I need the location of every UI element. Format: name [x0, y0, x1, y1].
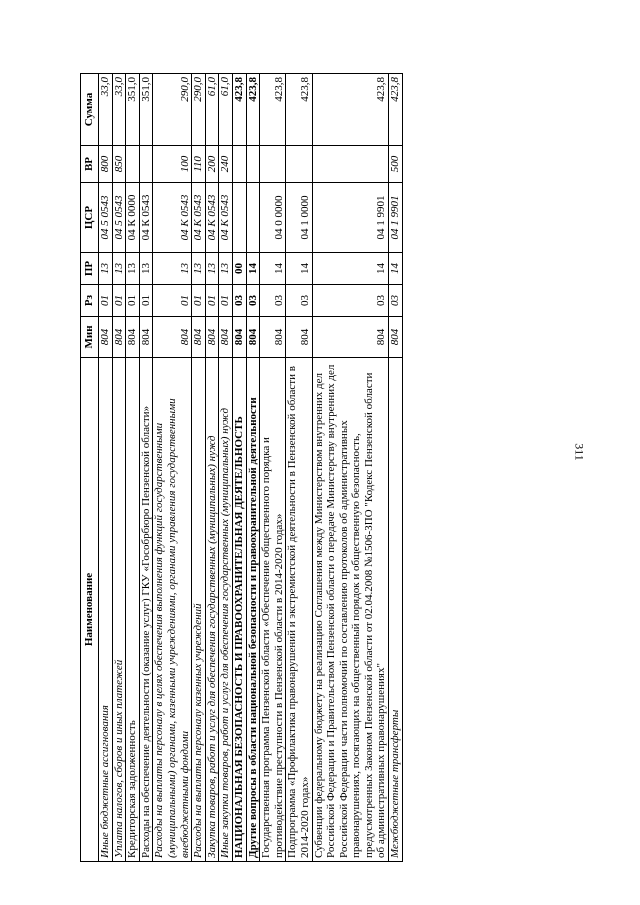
cell-csr	[232, 183, 246, 253]
cell-vr: 200	[205, 146, 219, 183]
header-row	[81, 74, 99, 862]
cell-pr: 13	[112, 253, 126, 285]
cell-sum: 423,8	[246, 74, 260, 146]
cell-vr: 500	[389, 146, 403, 183]
table-row	[126, 74, 140, 862]
cell-csr: 04 К 0543	[219, 183, 233, 253]
cell-vr: 240	[219, 146, 233, 183]
cell-vr: 110	[192, 146, 206, 183]
cell-name: Закупка товаров, работ и услуг для обеспечения государственных (муниципальных) нужд	[205, 358, 219, 862]
cell-vr	[286, 146, 312, 183]
cell-rz: 03	[232, 285, 246, 317]
cell-vr: 800	[99, 146, 113, 183]
cell-csr: 04 0 0000	[260, 183, 286, 253]
cell-name: Межбюджетные трансферты	[389, 358, 403, 862]
cell-rz: 01	[192, 285, 206, 317]
cell-name: Государственная программа Пензенской области «Обеспечение общественного порядка и противодействие преступности в Пензенской области в 2014-2020 годах»	[260, 358, 286, 862]
cell-sum: 423,8	[260, 74, 286, 146]
header-min: Мин	[81, 317, 99, 358]
table-row	[112, 74, 126, 862]
cell-name: Кредиторская задолженность	[126, 358, 140, 862]
cell-min: 804	[153, 317, 192, 358]
table-row	[139, 74, 153, 862]
cell-pr: 13	[126, 253, 140, 285]
header-sum: Сумма	[81, 74, 99, 146]
cell-csr: 04 К 0543	[192, 183, 206, 253]
cell-pr: 14	[286, 253, 312, 285]
cell-csr: 04 К 0000	[126, 183, 140, 253]
cell-rz: 01	[205, 285, 219, 317]
cell-csr: 04 5 0543	[99, 183, 113, 253]
cell-csr: 04 1 0000	[286, 183, 312, 253]
table-row	[99, 74, 113, 862]
table-row	[219, 74, 233, 862]
cell-csr: 04 5 0543	[112, 183, 126, 253]
cell-csr: 04 К 0543	[153, 183, 192, 253]
cell-pr: 13	[99, 253, 113, 285]
header-vr: ВР	[81, 146, 99, 183]
cell-min: 804	[112, 317, 126, 358]
table-row	[286, 74, 312, 862]
cell-csr: 04 К 0543	[205, 183, 219, 253]
cell-pr: 13	[205, 253, 219, 285]
cell-pr: 14	[260, 253, 286, 285]
table-row	[192, 74, 206, 862]
header-rz: Рз	[81, 285, 99, 317]
table-row	[389, 74, 403, 862]
table-row	[246, 74, 260, 862]
table-row	[153, 74, 192, 862]
cell-rz: 01	[126, 285, 140, 317]
cell-min: 804	[192, 317, 206, 358]
table-row	[260, 74, 286, 862]
cell-rz: 01	[99, 285, 113, 317]
cell-min: 804	[139, 317, 153, 358]
rotated-table-container	[80, 74, 576, 862]
cell-name: Уплата налогов, сборов и иных платежей	[112, 358, 126, 862]
cell-pr: 14	[312, 253, 389, 285]
cell-sum: 33,0	[99, 74, 113, 146]
table-row	[312, 74, 389, 862]
cell-min: 804	[246, 317, 260, 358]
cell-min: 804	[260, 317, 286, 358]
cell-pr: 13	[139, 253, 153, 285]
cell-sum: 423,8	[286, 74, 312, 146]
cell-min: 804	[205, 317, 219, 358]
cell-name: Расходы на выплаты персоналу в целях обеспечения выполнения функций государственными (муниципальными) органами, казенными учреждениями, органами управления государственными внебюджетными фондами	[153, 358, 192, 862]
cell-name: Субвенции федеральному бюджету на реализацию Соглашения между Министерством внутренних дел Российской Федерации и Правительством Пензенской области о передаче Министерству внутренних дел Российской Федерации части полномочий по составлению протоколов об административных правонарушениях, посягающих на общественный порядок и общественную безопасность, предусмотренных Законом Пензенской области от 02.04.2008 №1506-ЗПО "Кодекс Пензенской области об административных правонарушениях"	[312, 358, 389, 862]
cell-name: Расходы на выплаты персоналу казенных учреждений	[192, 358, 206, 862]
table-body	[99, 74, 403, 862]
cell-csr: 04 1 9901	[312, 183, 389, 253]
cell-rz: 03	[286, 285, 312, 317]
cell-min: 804	[99, 317, 113, 358]
budget-table	[80, 73, 403, 862]
page-number: 311	[572, 443, 587, 461]
cell-vr	[232, 146, 246, 183]
cell-vr	[312, 146, 389, 183]
table-row	[232, 74, 246, 862]
cell-vr: 100	[153, 146, 192, 183]
cell-rz: 03	[246, 285, 260, 317]
cell-sum: 290,0	[153, 74, 192, 146]
cell-sum: 290,0	[192, 74, 206, 146]
cell-rz: 03	[389, 285, 403, 317]
cell-pr: 00	[232, 253, 246, 285]
cell-rz: 01	[219, 285, 233, 317]
cell-rz: 01	[112, 285, 126, 317]
cell-min: 804	[389, 317, 403, 358]
cell-rz: 01	[139, 285, 153, 317]
header-name: Наименование	[81, 358, 99, 862]
cell-pr: 14	[389, 253, 403, 285]
cell-min: 804	[219, 317, 233, 358]
cell-name: Другие вопросы в области национальной безопасности и правоохранительной деятельности	[246, 358, 260, 862]
cell-name: Подпрограмма «Профилактика правонарушений и экстремистской деятельности в Пензенской области в 2014-2020 годах»	[286, 358, 312, 862]
cell-sum: 423,8	[312, 74, 389, 146]
cell-pr: 13	[192, 253, 206, 285]
header-pr: ПР	[81, 253, 99, 285]
cell-pr: 13	[153, 253, 192, 285]
cell-sum: 61,0	[205, 74, 219, 146]
cell-min: 804	[126, 317, 140, 358]
cell-pr: 13	[219, 253, 233, 285]
cell-sum: 33,0	[112, 74, 126, 146]
cell-min: 804	[232, 317, 246, 358]
cell-name: Расходы на обеспечение деятельности (оказание услуг) ГКУ «Гособрбюро Пензенской области»	[139, 358, 153, 862]
cell-sum: 351,0	[139, 74, 153, 146]
cell-rz: 01	[153, 285, 192, 317]
cell-name: НАЦИОНАЛЬНАЯ БЕЗОПАСНОСТЬ И ПРАВООХРАНИТЕЛЬНАЯ ДЕЯТЕЛЬНОСТЬ	[232, 358, 246, 862]
cell-pr: 14	[246, 253, 260, 285]
cell-vr	[260, 146, 286, 183]
cell-name: Иные закупки товаров, работ и услуг для обеспечения государственных (муниципальных) нужд	[219, 358, 233, 862]
cell-vr	[126, 146, 140, 183]
cell-csr	[246, 183, 260, 253]
cell-sum: 351,0	[126, 74, 140, 146]
cell-sum: 423,8	[232, 74, 246, 146]
cell-vr	[139, 146, 153, 183]
cell-name: Иные бюджетные ассигнования	[99, 358, 113, 862]
cell-vr	[246, 146, 260, 183]
header-csr: ЦСР	[81, 183, 99, 253]
cell-csr: 04 К 0543	[139, 183, 153, 253]
cell-rz: 03	[260, 285, 286, 317]
cell-rz: 03	[312, 285, 389, 317]
cell-sum: 61,0	[219, 74, 233, 146]
cell-min: 804	[312, 317, 389, 358]
table-row	[205, 74, 219, 862]
cell-csr: 04 1 9901	[389, 183, 403, 253]
cell-sum: 423,8	[389, 74, 403, 146]
cell-min: 804	[286, 317, 312, 358]
cell-vr: 850	[112, 146, 126, 183]
